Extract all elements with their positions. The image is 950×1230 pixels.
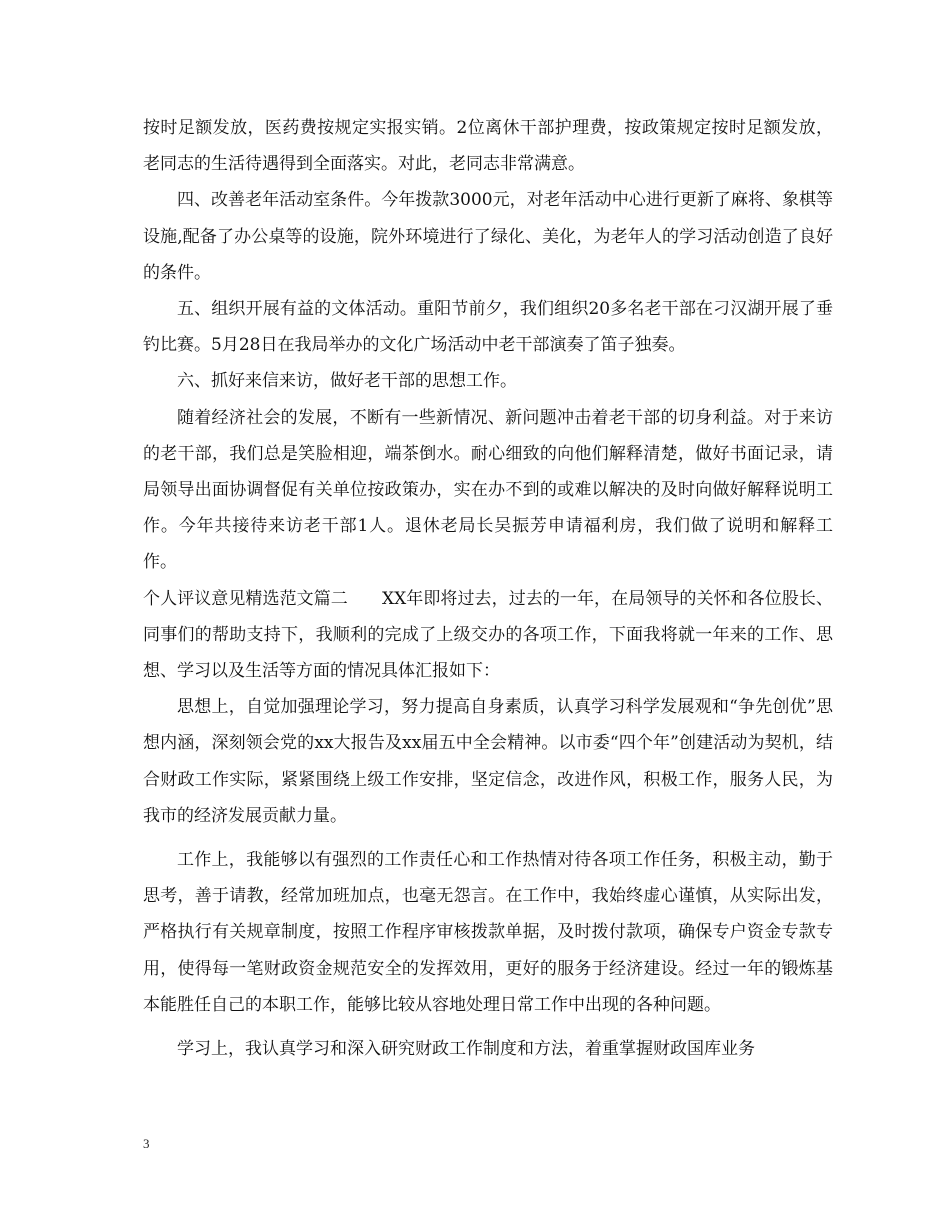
paragraph-3: 五、组织开展有益的文体活动。重阳节前夕，我们组织20多名老干部在刁汉湖开展了垂钓比赛。5月28日在我局举办的文化广场活动中老干部演奏了笛子独奏。	[143, 299, 833, 356]
page-number: 3	[143, 1136, 150, 1151]
paragraph-2: 四、改善老年活动室条件。今年拨款3000元，对老年活动中心进行更新了麻将、象棋等设施,配备了办公桌等的设施，院外环境进行了绿化、美化，为老年人的学习活动创造了良好的条件。	[143, 190, 833, 283]
paragraph-thought: 思想上，自觉加强理论学习，努力提高自身素质，认真学习科学发展观和“争先创优”思想内涵，深刻领会党的xx大报告及xx届五中全会精神。以市委“四个年”创建活动为契机，结合财政工作实际，紧紧围绕上级工作安排，坚定信念，改进作风，积极工作，服务人民，为我市的经济发展贡献力量。	[143, 697, 833, 826]
paragraph-4: 六、抓好来信来访，做好老干部的思想工作。	[177, 371, 517, 392]
section-heading-paragraph: 个人评议意见精选范文篇二 XX年即将过去，过去的一年，在局领导的关怀和各位股长、同事们的帮助支持下，我顺利的完成了上级交办的各项工作，下面我将就一年来的工作、思想、学习以及生活等方面的情况具体汇报如下：	[143, 588, 833, 682]
paragraph-study: 学习上，我认真学习和深入研究财政工作制度和方法，着重掌握财政国库业务	[177, 1039, 755, 1060]
paragraph-5: 随着经济社会的发展，不断有一些新情况、新问题冲击着老干部的切身利益。对于来访的老干部，我们总是笑脸相迎，端茶倒水。耐心细致的向他们解释清楚，做好书面记录，请局领导出面协调督促有关单位按政策办，实在办不到的或难以解决的及时向做好解释说明工作。今年共接待来访老干部1人。退休老局长吴振芳申请福利房，我们做了说明和解释工作。	[143, 407, 833, 573]
paragraph-work: 工作上，我能够以有强烈的工作责任心和工作热情对待各项工作任务，积极主动，勤于思考，善于请教，经常加班加点，也毫无怨言。在工作中，我始终虚心谨慎，从实际出发，严格执行有关规章制度，按照工作程序审核拨款单据，及时拨付款项，确保专户资金专款专用，使得每一笔财政资金规范安全的发挥效用，更好的服务于经济建设。经过一年的锻炼基本能胜任自己的本职工作，能够比较从容地处理日常工作中出现的各种问题。	[143, 850, 833, 1015]
paragraph-1: 按时足额发放，医药费按规定实报实销。2位离休干部护理费，按政策规定按时足额发放，老同志的生活待遇得到全面落实。对此，老同志非常满意。	[143, 118, 833, 175]
document-body	[143, 110, 833, 1067]
